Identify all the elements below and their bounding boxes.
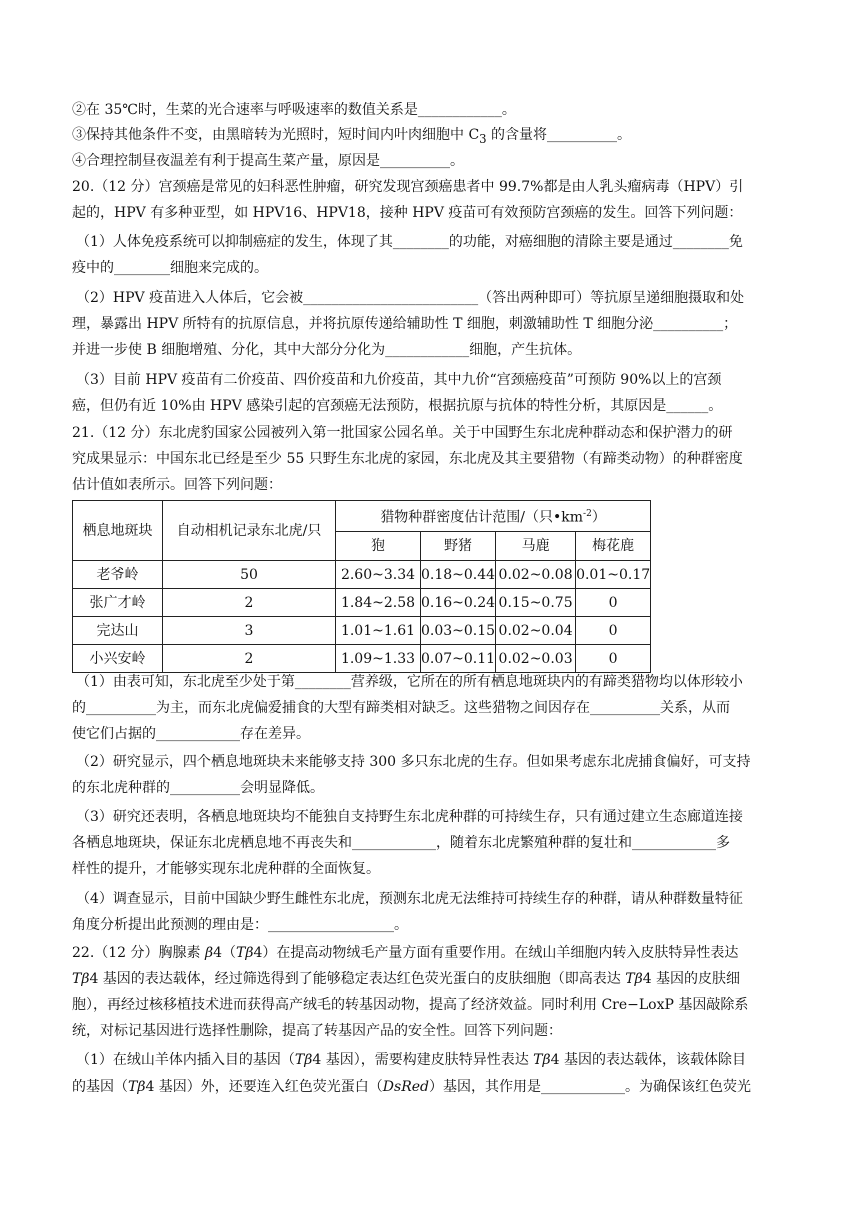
table-row [73,561,651,589]
patch-name: 老爷岭 [73,561,163,589]
header-density-close: ） [591,509,606,526]
q22-stem-line-3: 胞），再经过核移植技术进而获得高产绒毛的转基因动物，提高了经济效益。同时利用 Cre−LoxP 基因敲除系 [72,997,749,1013]
density-value: 1.84~2.58 [336,589,421,617]
beta-symbol: β [204,945,214,961]
q22-stem-text: 4（ [213,945,236,961]
header-density-text: 猎物种群密度估计范围/（只•km [380,509,584,526]
header-density-unit-sup: -2 [583,509,592,520]
q21-part1-line-2: 的__________为主，而东北虎偏爱捕食的大型有蹄类相对缺乏。这些猎物之间因存在__________关系，从而 [72,700,730,716]
table-row [73,589,651,617]
density-value: 0.15~0.75 [496,589,576,617]
q20-stem-line-1: 20.（12 分）宫颈癌是常见的妇科恶性肿瘤，研究发现宫颈癌患者中 99.7%都是由人乳头瘤病毒（HPV）引 [72,179,744,195]
q22-part1-line-1 [76,1050,746,1070]
q22-stem-line-2 [72,969,740,989]
q21-part4-line-1: （4）调查显示，目前中国缺少野生雌性东北虎，预测东北虎无法维持可持续生存的种群，请从种群数量特征 [76,891,743,907]
header-prey: 狍 [336,532,421,561]
density-value: 0.18~0.44 [421,561,496,589]
q21-stem-line-2: 究成果显示：中国东北已经是至少 55 只野生东北虎的家园，东北虎及其主要猎物（有蹄类动物）的种群密度 [72,451,743,467]
q20-part3-line-2: 癌，但仍有近 10%由 HPV 感染引起的宫颈癌无法预防，根据抗原与抗体的特性分析，其原因是______。 [72,398,723,414]
q22-part1-text: 4 基因的表达载体，该载体除目 [550,1052,746,1068]
q21-stem-line-3: 估计值如表所示。回答下列问题： [72,477,282,493]
q22-stem-line-1 [72,943,738,963]
q20-part3-line-1: （3）目前 HPV 疫苗有二价疫苗、四价疫苗和九价疫苗，其中九价“宫颈癌疫苗”可预防 90%以上的宫颈 [76,372,722,388]
q20-part2-line-2: 理，暴露出 HPV 所特有的抗原信息，并将抗原传递给辅助性 T 细胞，刺激辅助性 T 细胞分泌__________； [72,316,738,332]
tbeta-symbol: Tβ [72,971,90,987]
tbeta-symbol: Tβ [236,945,254,961]
q22-part1-text: 4 基因）外，还要连入红色荧光蛋白（ [145,1079,383,1095]
tiger-count: 50 [163,561,336,589]
table-row [73,645,651,673]
q19-item-3-tail: 的含量将__________。 [486,127,632,143]
header-prey: 马鹿 [496,532,576,561]
q20-part1-line-1: （1）人体免疫系统可以抑制癌症的发生，体现了其________的功能，对癌细胞的清除主要是通过________免 [76,234,743,250]
table-row [73,617,651,645]
q22-part1-text: （1）在绒山羊体内插入目的基因（ [76,1052,295,1068]
q21-part1-line-3: 使它们占据的____________存在差异。 [72,726,310,742]
q21-part3-line-1: （3）研究还表明，各栖息地斑块均不能独自支持野生东北虎种群的可持续生存，只有通过建立生态廊道连接 [76,809,743,825]
density-value: 0.01~0.17 [576,561,651,589]
q21-part3-line-3: 样性的提升，才能够实现东北虎种群的全面恢复。 [72,861,380,877]
tbeta-symbol: Tβ [625,971,643,987]
tiger-count: 2 [163,645,336,673]
density-value: 0.02~0.08 [496,561,576,589]
patch-name: 张广才岭 [73,589,163,617]
q22-part1-text: 4 基因），需要构建皮肤特异性表达 [312,1052,534,1068]
q22-part1-text: 的基因（ [72,1079,128,1095]
tbeta-symbol: Tβ [128,1079,146,1095]
q19-item-3 [72,125,631,149]
q21-part4-line-2: 角度分析提出此预测的理由是：__________________。 [72,917,408,933]
q19-item-2: ②在 35℃时，生菜的光合速率与呼吸速率的数值关系是____________。 [72,102,516,118]
density-value: 0.02~0.03 [496,645,576,673]
tbeta-symbol: Tβ [294,1052,313,1068]
q21-part2-line-1: （2）研究显示，四个栖息地斑块未来能够支持 300 多只东北虎的生存。但如果考虑东北虎捕食偏好，可支持 [76,754,751,770]
dsred-gene-name: DsRed [382,1079,429,1095]
header-patch: 栖息地斑块 [73,501,163,561]
patch-name: 小兴安岭 [73,645,163,673]
q20-part1-line-2: 疫中的________细胞来完成的。 [72,260,268,276]
density-value: 0 [576,589,651,617]
tiger-count: 2 [163,589,336,617]
header-prey-density [336,501,651,532]
q22-part1-text: ）基因，其作用是____________。为确保该红色荧光 [429,1079,751,1095]
q21-part1-line-1: （1）由表可知，东北虎至少处于第________营养级，它所在的所有栖息地斑块内的有蹄类猎物均以体形较小 [76,674,743,690]
tiger-count: 3 [163,617,336,645]
density-value: 0.07~0.11 [421,645,496,673]
density-value: 2.60~3.34 [336,561,421,589]
density-value: 0.03~0.15 [421,617,496,645]
density-value: 0 [576,645,651,673]
header-prey: 野猪 [421,532,496,561]
q19-item-4: ④合理控制昼夜温差有利于提高生菜产量，原因是__________。 [72,153,464,169]
q22-stem-line-4: 统，对标记基因进行选择性删除，提高了转基因产品的安全性。回答下列问题： [72,1023,562,1039]
density-value: 1.01~1.61 [336,617,421,645]
q22-part1-line-2 [72,1077,751,1097]
header-prey: 梅花鹿 [576,532,651,561]
q21-part3-line-2: 各栖息地斑块，保证东北虎栖息地不再丧失和____________，随着东北虎繁殖种群的复壮和____________多 [72,835,730,851]
density-value: 1.09~1.33 [336,645,421,673]
c3-subscript: 3 [479,131,487,146]
q20-stem-line-2: 起的，HPV 有多种亚型，如 HPV16、HPV18，接种 HPV 疫苗可有效预防宫颈癌的发生。回答下列问题： [72,205,743,221]
density-value: 0.16~0.24 [421,589,496,617]
q21-part2-line-2: 的东北虎种群的__________会明显降低。 [72,780,324,796]
density-value: 0 [576,617,651,645]
q22-stem-text: 4 基因的皮肤细 [642,971,741,987]
tbeta-symbol: Tβ [533,1052,551,1068]
q19-item-3-text: ③保持其他条件不变，由黑暗转为光照时，短时间内叶肉细胞中 C [72,127,480,143]
q22-stem-text: 4 基因的表达载体，经过筛选得到了能够稳定表达红色荧光蛋白的皮肤细胞（即高表达 [89,971,626,987]
patch-name: 完达山 [73,617,163,645]
header-camera-count: 自动相机记录东北虎/只 [163,501,336,561]
q20-part2-line-3: 并进一步使 B 细胞增殖、分化，其中大部分分化为____________细胞，产生抗体。 [72,342,582,358]
q21-stem-line-1: 21.（12 分）东北虎豹国家公园被列入第一批国家公园名单。关于中国野生东北虎种群动态和保护潜力的研 [72,425,733,441]
q22-stem-text: 4）在提高动物绒毛产量方面有重要作用。在绒山羊细胞内转入皮肤特异性表达 [253,945,739,961]
q22-stem-text: 22.（12 分）胸腺素 [72,945,205,961]
prey-density-table [72,500,651,673]
q20-part2-line-1: （2）HPV 疫苗进入人体后，它会被_________________________（答出两种即可）等抗原呈递细胞摄取和处 [76,290,745,306]
density-value: 0.02~0.04 [496,617,576,645]
